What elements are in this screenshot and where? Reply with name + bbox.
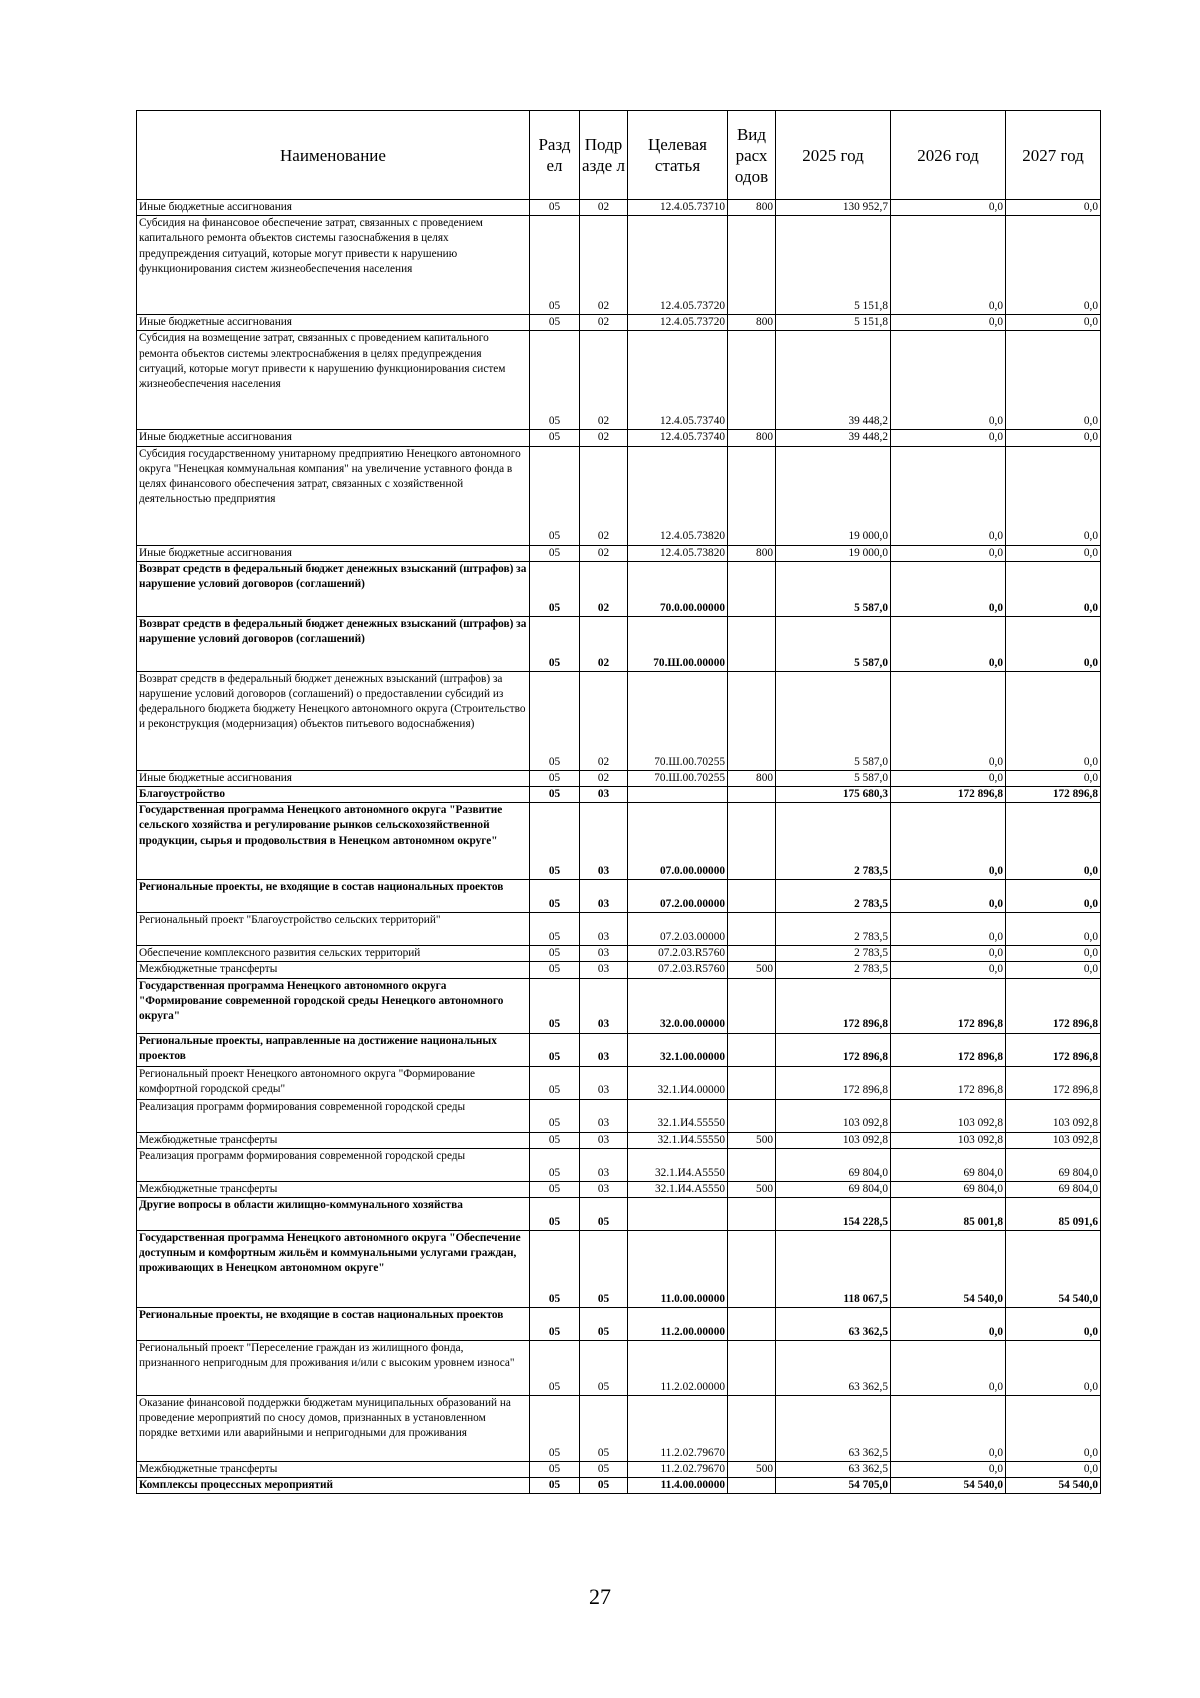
row-razdel: 05 [530,616,580,671]
header-name: Наименование [137,111,530,200]
row-name: Иные бюджетные ассигнования [137,545,530,561]
row-name: Иные бюджетные ассигнования [137,315,530,331]
row-vid-rashodov [728,1341,776,1396]
row-name: Государственная программа Ненецкого автономного округа "Формирование современной городской среды Ненецкого автономного округа" [137,978,530,1033]
row-celevaya-statya: 12.4.05.73720 [628,315,728,331]
row-2025: 54 705,0 [776,1478,891,1494]
row-2027: 0,0 [1006,1308,1101,1341]
row-razdel: 05 [530,561,580,616]
row-name: Возврат средств в федеральный бюджет денежных взысканий (штрафов) за нарушение условий договоров (соглашений) [137,561,530,616]
row-celevaya-statya: 11.2.02.79670 [628,1462,728,1478]
row-razdel: 05 [530,216,580,315]
row-podrazdel: 02 [580,545,628,561]
row-razdel: 05 [530,1396,580,1462]
row-name: Межбюджетные трансферты [137,1462,530,1478]
table-row [137,1033,1101,1066]
row-vid-rashodov [728,1198,776,1231]
table-row [137,1181,1101,1197]
header-2025: 2025 год [776,111,891,200]
row-vid-rashodov [728,880,776,913]
row-celevaya-statya: 70.0.00.00000 [628,561,728,616]
row-celevaya-statya: 32.1.И4.А5550 [628,1181,728,1197]
row-razdel: 05 [530,446,580,545]
row-celevaya-statya: 12.4.05.73740 [628,430,728,446]
row-razdel: 05 [530,1099,580,1132]
row-2027: 69 804,0 [1006,1181,1101,1197]
row-2025: 5 587,0 [776,770,891,786]
row-celevaya-statya: 12.4.05.73740 [628,331,728,430]
row-2025: 172 896,8 [776,1033,891,1066]
row-2025: 103 092,8 [776,1132,891,1148]
row-2025: 103 092,8 [776,1099,891,1132]
row-celevaya-statya: 32.1.И4.55550 [628,1099,728,1132]
row-name: Возврат средств в федеральный бюджет денежных взысканий (штрафов) за нарушение условий договоров (соглашений) [137,616,530,671]
row-2025: 5 587,0 [776,561,891,616]
row-2027: 69 804,0 [1006,1148,1101,1181]
row-razdel: 05 [530,803,580,880]
table-row [137,216,1101,315]
row-2026: 0,0 [891,1341,1006,1396]
row-podrazdel: 03 [580,1132,628,1148]
row-2025: 2 783,5 [776,803,891,880]
row-razdel: 05 [530,331,580,430]
row-2026: 0,0 [891,913,1006,946]
row-2026: 0,0 [891,1462,1006,1478]
row-2025: 5 151,8 [776,315,891,331]
row-razdel: 05 [530,1462,580,1478]
table-row [137,545,1101,561]
row-podrazdel: 03 [580,1148,628,1181]
row-razdel: 05 [530,1181,580,1197]
row-vid-rashodov: 500 [728,1462,776,1478]
row-2026: 0,0 [891,1308,1006,1341]
row-2027: 0,0 [1006,803,1101,880]
row-vid-rashodov: 500 [728,1181,776,1197]
table-body [137,200,1101,1494]
row-celevaya-statya: 32.1.И4.00000 [628,1066,728,1099]
row-podrazdel: 03 [580,880,628,913]
row-2027: 0,0 [1006,561,1101,616]
table-row [137,913,1101,946]
row-name: Региональные проекты, направленные на достижение национальных проектов [137,1033,530,1066]
row-2027: 103 092,8 [1006,1132,1101,1148]
table-row [137,880,1101,913]
row-2027: 0,0 [1006,913,1101,946]
row-2025: 2 783,5 [776,946,891,962]
row-celevaya-statya: 12.4.05.73820 [628,446,728,545]
table-row [137,1478,1101,1494]
row-vid-rashodov [728,978,776,1033]
row-celevaya-statya: 07.2.00.00000 [628,880,728,913]
row-2026: 69 804,0 [891,1181,1006,1197]
row-2026: 0,0 [891,1396,1006,1462]
row-2027: 0,0 [1006,430,1101,446]
header-podrazdel: Подр азде л [580,111,628,200]
row-vid-rashodov: 800 [728,430,776,446]
row-2025: 39 448,2 [776,331,891,430]
row-celevaya-statya: 32.1.И4.А5550 [628,1148,728,1181]
table-row [137,331,1101,430]
row-2026: 0,0 [891,216,1006,315]
row-razdel: 05 [530,1066,580,1099]
row-2027: 103 092,8 [1006,1099,1101,1132]
row-razdel: 05 [530,787,580,803]
row-2026: 0,0 [891,880,1006,913]
row-celevaya-statya: 32.1.00.00000 [628,1033,728,1066]
row-2025: 2 783,5 [776,880,891,913]
row-2026: 85 001,8 [891,1198,1006,1231]
header-celevaya-statya: Целевая статья [628,111,728,200]
row-podrazdel: 05 [580,1462,628,1478]
row-podrazdel: 03 [580,787,628,803]
row-vid-rashodov [728,216,776,315]
row-2026: 172 896,8 [891,1066,1006,1099]
row-2025: 63 362,5 [776,1341,891,1396]
row-name: Оказание финансовой поддержки бюджетам муниципальных образований на проведение мероприятий по сносу домов, признанных в установленном порядке ветхими или аварийными и непригодными для проживания [137,1396,530,1462]
row-name: Иные бюджетные ассигнования [137,430,530,446]
header-vid-rashodov: Вид расх одов [728,111,776,200]
header-2027: 2027 год [1006,111,1101,200]
row-celevaya-statya: 70.Ш.00.70255 [628,770,728,786]
row-celevaya-statya: 11.2.00.00000 [628,1308,728,1341]
row-razdel: 05 [530,978,580,1033]
row-podrazdel: 03 [580,1181,628,1197]
row-podrazdel: 03 [580,978,628,1033]
row-razdel: 05 [530,946,580,962]
row-podrazdel: 03 [580,803,628,880]
row-celevaya-statya: 70.Ш.00.00000 [628,616,728,671]
row-vid-rashodov: 800 [728,200,776,216]
row-celevaya-statya: 11.2.02.00000 [628,1341,728,1396]
row-2025: 5 151,8 [776,216,891,315]
row-2026: 172 896,8 [891,1033,1006,1066]
row-2026: 0,0 [891,561,1006,616]
row-podrazdel: 02 [580,561,628,616]
row-razdel: 05 [530,1308,580,1341]
row-name: Государственная программа Ненецкого автономного округа "Развитие сельского хозяйства и регулирование рынков сельскохозяйственной продукции, сырья и продовольствия в Ненецком автономном округе" [137,803,530,880]
row-vid-rashodov [728,1308,776,1341]
row-vid-rashodov [728,671,776,770]
row-celevaya-statya: 70.Ш.00.70255 [628,671,728,770]
row-2026: 172 896,8 [891,978,1006,1033]
row-name: Комплексы процессных мероприятий [137,1478,530,1494]
table-row [137,946,1101,962]
row-2027: 0,0 [1006,216,1101,315]
table-row [137,962,1101,978]
row-name: Региональный проект "Благоустройство сельских территорий" [137,913,530,946]
row-celevaya-statya: 11.4.00.00000 [628,1478,728,1494]
row-2026: 54 540,0 [891,1478,1006,1494]
row-vid-rashodov [728,913,776,946]
row-2027: 0,0 [1006,616,1101,671]
row-vid-rashodov [728,1099,776,1132]
row-2025: 2 783,5 [776,962,891,978]
table-row [137,671,1101,770]
row-2027: 0,0 [1006,1396,1101,1462]
row-vid-rashodov: 800 [728,770,776,786]
row-name: Региональные проекты, не входящие в состав национальных проектов [137,880,530,913]
row-name: Межбюджетные трансферты [137,962,530,978]
row-2027: 0,0 [1006,446,1101,545]
row-2026: 0,0 [891,331,1006,430]
row-razdel: 05 [530,962,580,978]
row-2025: 2 783,5 [776,913,891,946]
row-name: Государственная программа Ненецкого автономного округа "Обеспечение доступным и комфортным жильём и коммунальными услугами граждан, проживающих в Ненецком автономном округе" [137,1231,530,1308]
row-2027: 172 896,8 [1006,1066,1101,1099]
row-podrazdel: 05 [580,1341,628,1396]
row-2025: 172 896,8 [776,978,891,1033]
table-row [137,200,1101,216]
row-2026: 0,0 [891,315,1006,331]
row-2027: 0,0 [1006,200,1101,216]
row-celevaya-statya: 32.0.00.00000 [628,978,728,1033]
row-2025: 130 952,7 [776,200,891,216]
row-2027: 0,0 [1006,1462,1101,1478]
row-2025: 5 587,0 [776,616,891,671]
row-2026: 0,0 [891,616,1006,671]
row-2025: 63 362,5 [776,1396,891,1462]
row-2027: 172 896,8 [1006,1033,1101,1066]
row-2025: 39 448,2 [776,430,891,446]
header-razdel: Разд ел [530,111,580,200]
row-2026: 0,0 [891,946,1006,962]
row-razdel: 05 [530,200,580,216]
row-2027: 0,0 [1006,880,1101,913]
row-2027: 0,0 [1006,671,1101,770]
row-vid-rashodov [728,803,776,880]
row-podrazdel: 02 [580,315,628,331]
row-2026: 0,0 [891,803,1006,880]
table-row [137,1148,1101,1181]
row-2027: 0,0 [1006,1341,1101,1396]
row-name: Субсидия государственному унитарному предприятию Ненецкого автономного округа "Ненецкая коммунальная компания" на увеличение уставного фонда в целях финансового обеспечения затрат, связанных с хозяйственной деятельностью предприятия [137,446,530,545]
row-vid-rashodov [728,561,776,616]
row-podrazdel: 02 [580,430,628,446]
row-vid-rashodov [728,1033,776,1066]
row-celevaya-statya: 11.0.00.00000 [628,1231,728,1308]
row-2026: 0,0 [891,671,1006,770]
row-razdel: 05 [530,1341,580,1396]
row-razdel: 05 [530,880,580,913]
table-row [137,1099,1101,1132]
row-vid-rashodov [728,446,776,545]
row-2025: 5 587,0 [776,671,891,770]
row-celevaya-statya: 12.4.05.73720 [628,216,728,315]
table-row [137,1341,1101,1396]
row-celevaya-statya: 12.4.05.73710 [628,200,728,216]
row-name: Реализация программ формирования современной городской среды [137,1099,530,1132]
table-row [137,1066,1101,1099]
row-podrazdel: 02 [580,770,628,786]
row-name: Межбюджетные трансферты [137,1181,530,1197]
table-row [137,1308,1101,1341]
row-name: Обеспечение комплексного развития сельских территорий [137,946,530,962]
row-vid-rashodov: 800 [728,315,776,331]
row-razdel: 05 [530,1198,580,1231]
row-2025: 172 896,8 [776,1066,891,1099]
row-name: Межбюджетные трансферты [137,1132,530,1148]
row-celevaya-statya: 07.2.03.R5760 [628,962,728,978]
table-row [137,561,1101,616]
row-2026: 0,0 [891,545,1006,561]
row-2027: 54 540,0 [1006,1231,1101,1308]
row-name: Иные бюджетные ассигнования [137,200,530,216]
table-row [137,803,1101,880]
row-vid-rashodov [728,616,776,671]
table-row [137,1231,1101,1308]
row-celevaya-statya: 07.2.03.00000 [628,913,728,946]
row-podrazdel: 02 [580,331,628,430]
row-2027: 54 540,0 [1006,1478,1101,1494]
header-2026: 2026 год [891,111,1006,200]
row-vid-rashodov [728,1148,776,1181]
row-vid-rashodov [728,787,776,803]
table-row [137,770,1101,786]
row-podrazdel: 02 [580,216,628,315]
row-podrazdel: 03 [580,913,628,946]
row-2027: 0,0 [1006,962,1101,978]
row-2026: 103 092,8 [891,1099,1006,1132]
row-2025: 118 067,5 [776,1231,891,1308]
row-name: Региональные проекты, не входящие в состав национальных проектов [137,1308,530,1341]
row-2025: 63 362,5 [776,1462,891,1478]
row-razdel: 05 [530,1478,580,1494]
row-name: Субсидия на возмещение затрат, связанных с проведением капитального ремонта объектов системы электроснабжения в целях предупреждения ситуаций, которые могут привести к нарушению функционирования систем жизнеобеспечения населения [137,331,530,430]
row-2025: 19 000,0 [776,545,891,561]
row-podrazdel: 03 [580,1099,628,1132]
row-podrazdel: 05 [580,1231,628,1308]
table-row [137,1198,1101,1231]
row-2026: 0,0 [891,446,1006,545]
table-row [137,1462,1101,1478]
row-name: Другие вопросы в области жилищно-коммунального хозяйства [137,1198,530,1231]
table-header-row [137,111,1101,200]
row-podrazdel: 02 [580,200,628,216]
row-vid-rashodov: 500 [728,1132,776,1148]
table-row [137,430,1101,446]
table-row [137,446,1101,545]
row-razdel: 05 [530,671,580,770]
row-podrazdel: 03 [580,962,628,978]
row-celevaya-statya: 32.1.И4.55550 [628,1132,728,1148]
row-2026: 0,0 [891,200,1006,216]
row-celevaya-statya: 12.4.05.73820 [628,545,728,561]
table-row [137,1132,1101,1148]
row-vid-rashodov [728,1066,776,1099]
row-name: Благоустройство [137,787,530,803]
row-podrazdel: 05 [580,1478,628,1494]
row-2027: 0,0 [1006,315,1101,331]
row-2025: 175 680,3 [776,787,891,803]
row-vid-rashodov [728,331,776,430]
row-razdel: 05 [530,770,580,786]
row-2026: 172 896,8 [891,787,1006,803]
row-2025: 63 362,5 [776,1308,891,1341]
row-vid-rashodov: 800 [728,545,776,561]
row-celevaya-statya [628,1198,728,1231]
page-number: 27 [589,1584,611,1609]
row-vid-rashodov [728,1478,776,1494]
row-vid-rashodov [728,946,776,962]
row-2026: 0,0 [891,962,1006,978]
row-name: Иные бюджетные ассигнования [137,770,530,786]
row-2025: 69 804,0 [776,1181,891,1197]
row-2027: 0,0 [1006,770,1101,786]
row-razdel: 05 [530,430,580,446]
budget-table [136,110,1101,1494]
row-2027: 0,0 [1006,331,1101,430]
row-razdel: 05 [530,1231,580,1308]
row-name: Возврат средств в федеральный бюджет денежных взысканий (штрафов) за нарушение условий договоров (соглашений) о предоставлении субсидий из федерального бюджета бюджету Ненецкого автономного округа (Строительство и реконструкция (модернизация) объектов питьевого водоснабжения) [137,671,530,770]
row-podrazdel: 02 [580,616,628,671]
row-2027: 85 091,6 [1006,1198,1101,1231]
table-row [137,616,1101,671]
row-2025: 69 804,0 [776,1148,891,1181]
row-razdel: 05 [530,545,580,561]
row-razdel: 05 [530,1132,580,1148]
row-podrazdel: 03 [580,1033,628,1066]
row-razdel: 05 [530,315,580,331]
row-celevaya-statya: 11.2.02.79670 [628,1396,728,1462]
row-2027: 0,0 [1006,946,1101,962]
row-name: Реализация программ формирования современной городской среды [137,1148,530,1181]
table-row [137,978,1101,1033]
row-podrazdel: 03 [580,946,628,962]
row-2025: 19 000,0 [776,446,891,545]
table-row [137,787,1101,803]
row-vid-rashodov [728,1396,776,1462]
row-name: Региональный проект "Переселение граждан из жилищного фонда, признанного непригодным для проживания и/или с высоким уровнем износа" [137,1341,530,1396]
row-celevaya-statya: 07.2.03.R5760 [628,946,728,962]
row-podrazdel: 05 [580,1198,628,1231]
row-2025: 154 228,5 [776,1198,891,1231]
row-podrazdel: 03 [580,1066,628,1099]
row-name: Субсидия на финансовое обеспечение затрат, связанных с проведением капитального ремонта объектов системы газоснабжения в целях предупреждения ситуаций, которые могут привести к нарушению функционирования систем жизнеобеспечения населения [137,216,530,315]
row-2027: 172 896,8 [1006,978,1101,1033]
row-2026: 54 540,0 [891,1231,1006,1308]
row-podrazdel: 05 [580,1396,628,1462]
row-celevaya-statya [628,787,728,803]
row-podrazdel: 02 [580,446,628,545]
row-2027: 0,0 [1006,545,1101,561]
row-2026: 0,0 [891,430,1006,446]
row-vid-rashodov: 500 [728,962,776,978]
row-celevaya-statya: 07.0.00.00000 [628,803,728,880]
row-2026: 0,0 [891,770,1006,786]
row-2027: 172 896,8 [1006,787,1101,803]
row-razdel: 05 [530,1148,580,1181]
row-name: Региональный проект Ненецкого автономного округа "Формирование комфортной городской среды" [137,1066,530,1099]
row-razdel: 05 [530,1033,580,1066]
table-row [137,315,1101,331]
row-vid-rashodov [728,1231,776,1308]
row-2026: 103 092,8 [891,1132,1006,1148]
row-razdel: 05 [530,913,580,946]
row-2026: 69 804,0 [891,1148,1006,1181]
table-row [137,1396,1101,1462]
row-podrazdel: 05 [580,1308,628,1341]
row-podrazdel: 02 [580,671,628,770]
